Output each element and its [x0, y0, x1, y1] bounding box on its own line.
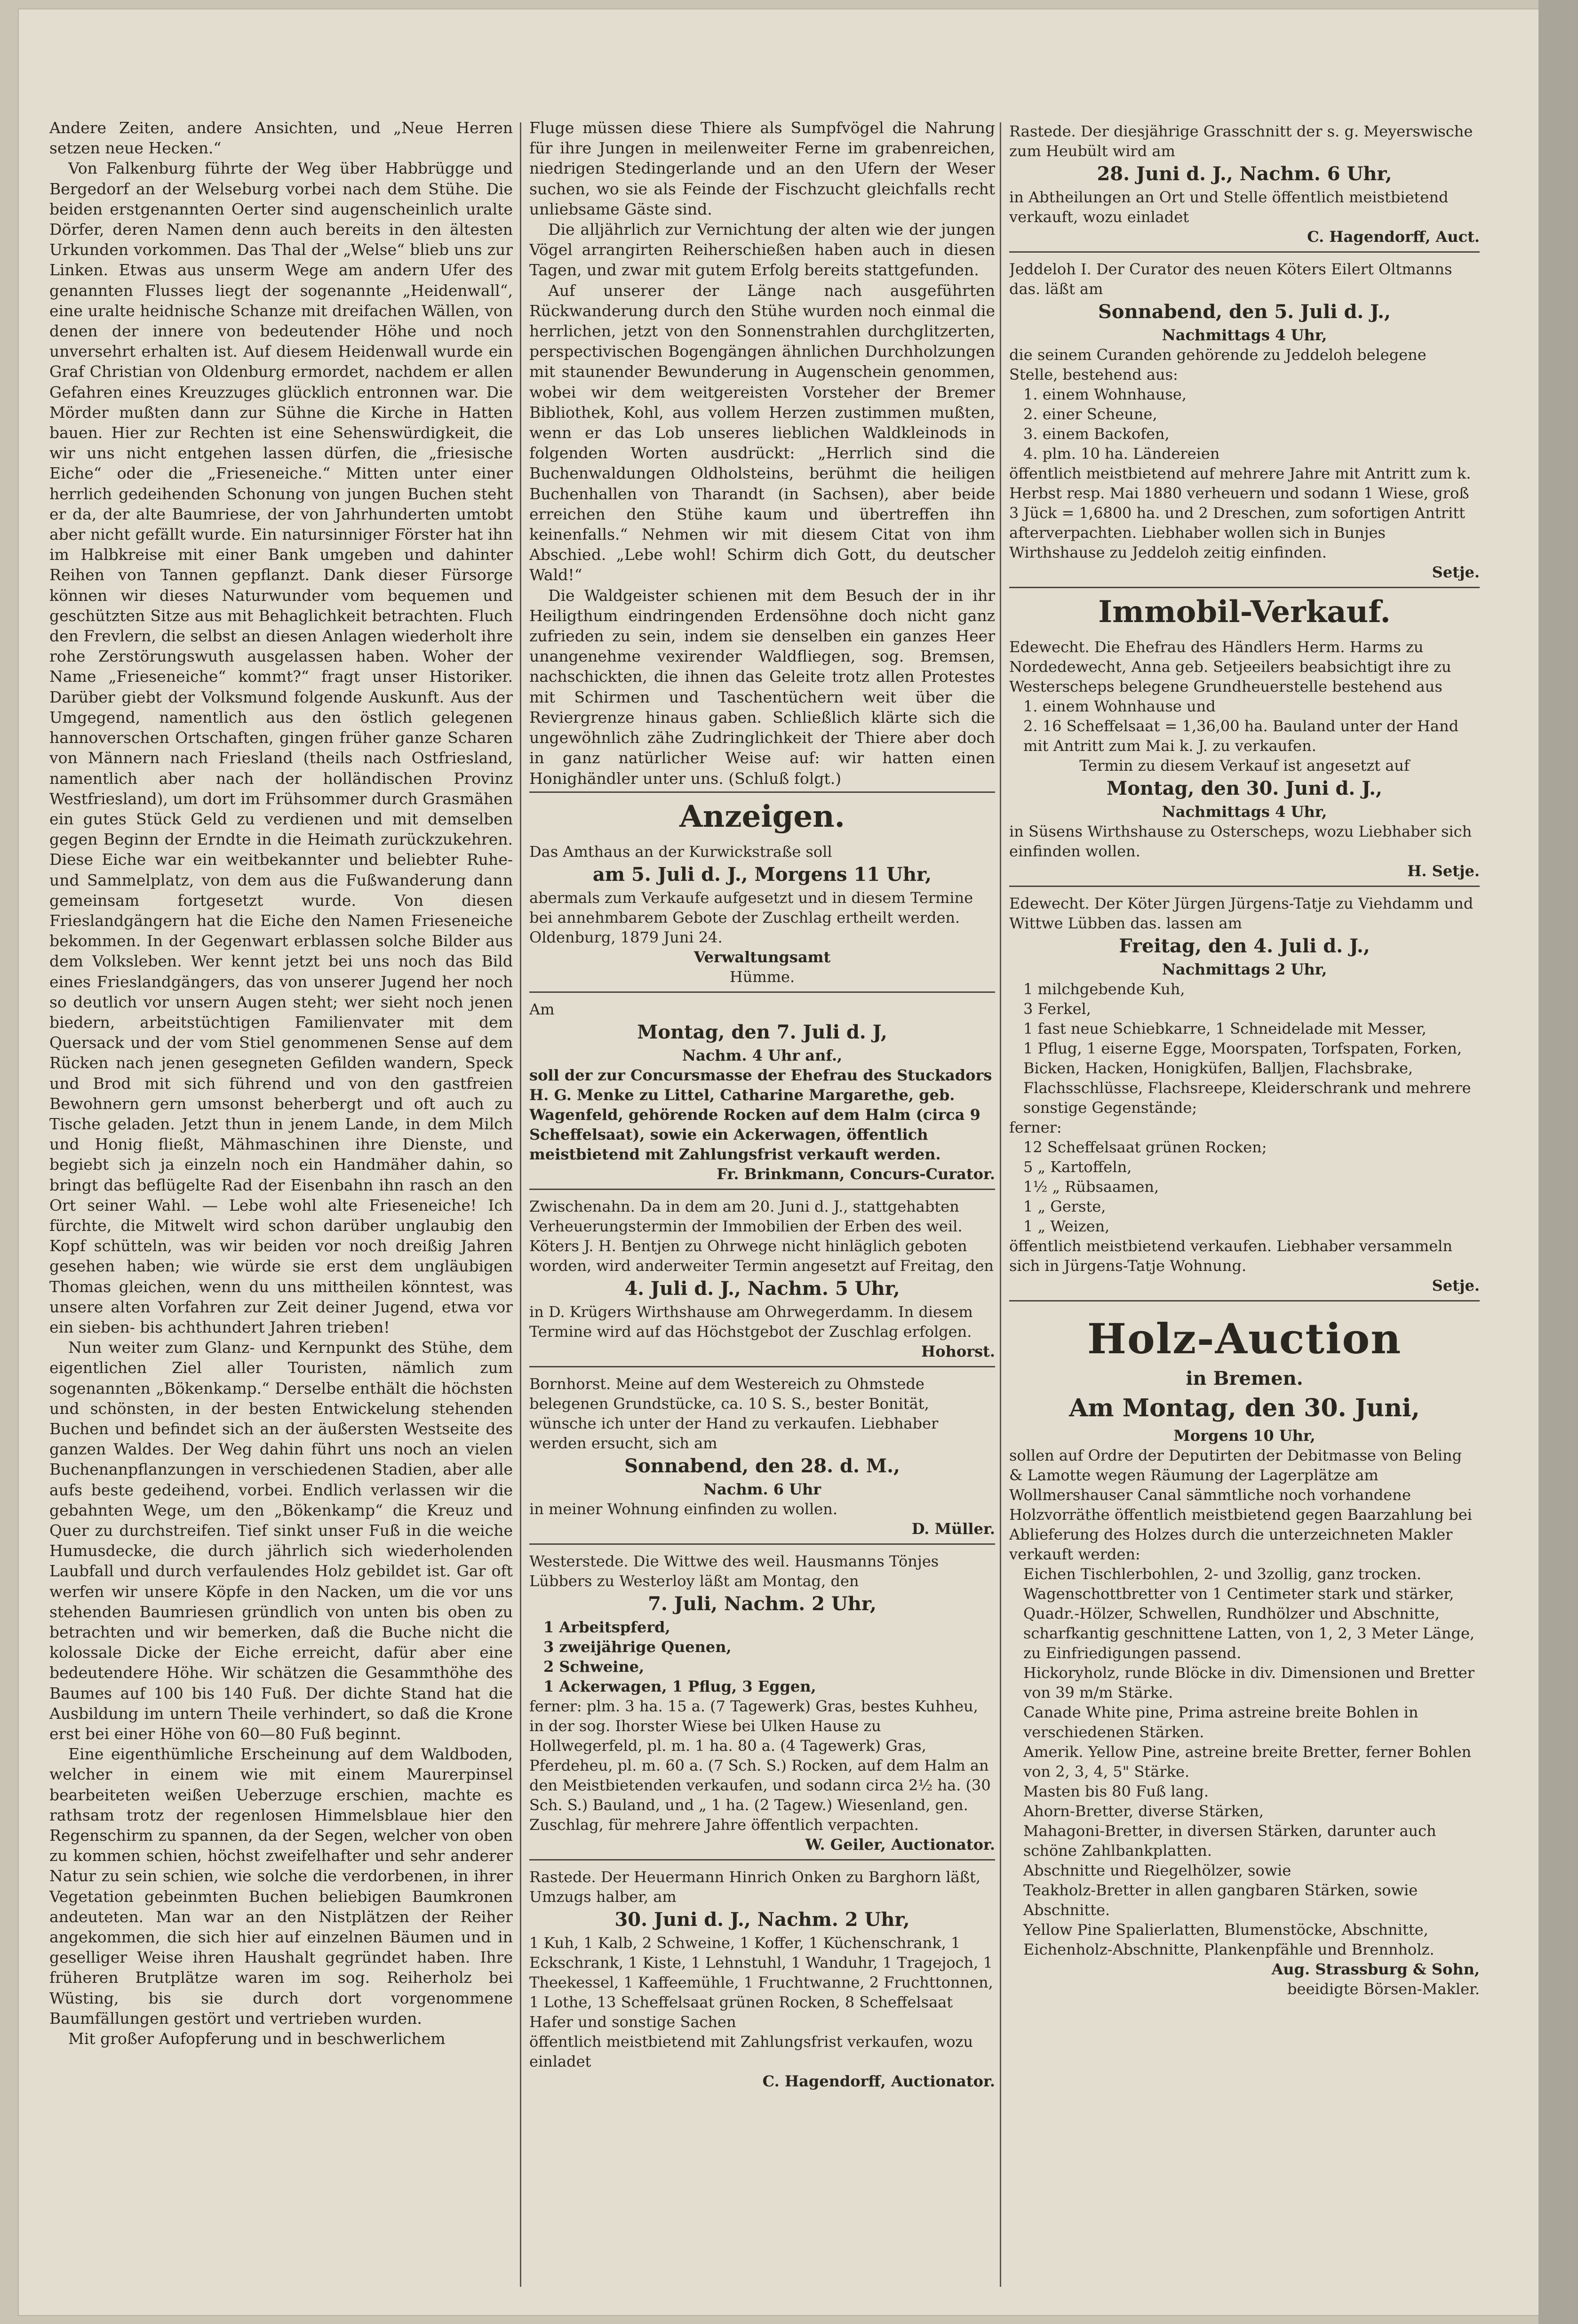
ad-item: 2. einer Scheune, — [1023, 405, 1157, 423]
section-rule — [529, 791, 995, 793]
article-paragraph: Eine eigenthümliche Erscheinung auf dem Waldboden, welcher in einem wie mit einem Maurerpinsel bearbeiteten weißen Ueberzuge erschien, machte es rathsam trotz der regenlosen Himmelsblaue hier den Regenschirm zu spannen, da der Segen, welcher von oben zu kommen schien, höchst zweifelhafter und sehr anderer Natur zu sein schien, wie solche die verdorbenen, in ihrer Vegetation gebeinmten Buchen beliebigen Baumkronen andeuteten. Man war an den Nistplätzen der Reiher angekommen, die sich hier auf einzelnen Bäumen und in geselliger Weise ihren Haushalt gegründet haben. Ihre früheren Brutplätze waren im sog. Reiherholz bei Wüsting, bis sie durch dort vorgenommene Baumfällungen gestört und vertrieben wurden. — [49, 1745, 513, 2028]
ad-text: Rastede. Der Heuermann Hinrich Onken zu Barghorn läßt, Umzugs halber, am — [529, 1868, 981, 1906]
ad-item: 1 „ Weizen, — [1023, 1217, 1110, 1235]
ad-time: Nachmittags 4 Uhr, — [1162, 326, 1327, 344]
ad-rastede-gras — [1009, 118, 1480, 253]
ad-text: soll der zur Concursmasse der Ehefrau des Stuckadors H. G. Menke zu Littel, Catharine Margarethe, geb. Wagenfeld, gehörende Rocken auf dem Halm (circa 9 Scheffelsaat), sowie ein Ackerwagen, öffentlich meistbietend mit Zahlungsfrist verkauft werden. — [529, 1066, 992, 1163]
ad-text: abermals zum Verkaufe aufgesetzt und in diesem Termine bei annehmbarem Gebote der Zuschlag ertheilt werden. — [529, 888, 973, 926]
ad-item: 1 Arbeitspferd, — [543, 1618, 670, 1636]
ad-date: 30. Juni d. J., Nachm. 2 Uhr, — [614, 1908, 910, 1931]
ad-signature: Hümme. — [729, 967, 795, 986]
ad-item: Quadr.-Hölzer, Schwellen, Rundhölzer und Abschnitte, — [1023, 1605, 1440, 1622]
ad-time: Nachmittags 2 Uhr, — [1162, 960, 1327, 978]
article-paragraph: Nun weiter zum Glanz- und Kernpunkt des Stühe, dem eigentlichen Ziel aller Touristen, nämlich zum sogenannten „Bökenkamp.“ Derselbe enthält die höchsten und schönsten, in der besten Entwickelung stehenden Buchen und befindet sich an der äußersten Westseite des ganzen Waldes. Der Weg dahin führt uns noch an vielen Buchenanpflanzungen in verschiedenen Stadien, aber alle aufs beste gedeihend, vorbei. Endlich verlassen wir die gebahnten Wege, um den „Bökenkamp“ die Kreuz und Quer zu durchstreifen. Tief sinkt unser Fuß in die weiche Humusdecke, die durch jährlich sich wiederholenden Laubfall und durch verfaulendes Holz gebildet ist. Gar oft werfen wir unsere Köpfe in den Nacken, um die vor uns stehenden Baumriesen gründlich von unten bis oben zu betrachten und wir bemerken, daß die Buche nicht die kolossale Dicke der Eiche erreicht, dafür aber eine bedeutendere Höhe. Wir schätzen die Gesammthöhe des Baumes auf 100 bis 140 Fuß. Der dichte Stand hat die Ausbildung im untern Theile verhindert, so daß die Krone erst bei einer Höhe von 60—80 Fuß beginnt. — [49, 1338, 513, 1743]
ad-item: Amerik. Yellow Pine, astreine breite Bretter, ferner Bohlen von 2, 3, 4, 5" Stärke. — [1023, 1743, 1472, 1781]
ad-text: die seinem Curanden gehörende zu Jeddeloh belegene Stelle, bestehend aus: — [1009, 346, 1427, 383]
ad-signature-title: beeidigte Börsen-Makler. — [1287, 1980, 1480, 1998]
holz-subheading: in Bremen. — [1186, 1367, 1303, 1390]
ad-item: Eichen Tischlerbohlen, 2- und 3zollig, ganz trocken. — [1023, 1565, 1422, 1583]
ad-item: 2 Schweine, — [543, 1657, 645, 1676]
ad-amthaus — [529, 838, 995, 993]
newspaper-page — [19, 9, 1538, 2315]
column-article-middle — [529, 118, 995, 2282]
column-divider — [520, 122, 521, 2287]
ad-signature: C. Hagendorff, Auct. — [1307, 228, 1480, 246]
ad-item: 1. einem Wohnhause und — [1023, 697, 1216, 715]
ad-item: 4. plm. 10 ha. Ländereien — [1023, 445, 1220, 463]
ad-item: 1½ „ Rübsaamen, — [1023, 1178, 1159, 1196]
ad-date: Montag, den 30. Juni d. J., — [1107, 777, 1382, 799]
ad-signature: C. Hagendorff, Auctionator. — [762, 2072, 995, 2090]
ad-text: Das Amthaus an der Kurwickstraße soll — [529, 842, 832, 861]
ad-text: Westerstede. Die Wittwe des weil. Hausmanns Tönjes Lübbers zu Westerloy läßt am Montag, den — [529, 1552, 939, 1590]
ad-item: 1 fast neue Schiebkarre, 1 Schneidelade mit Messer, — [1023, 1020, 1427, 1038]
ad-text: Bornhorst. Meine auf dem Westereich zu Ohmstede belegenen Grundstücke, ca. 10 S. S., bester Bonität, wünsche ich unter der Hand zu verkaufen. Liebhaber werden ersucht, sich am — [529, 1374, 939, 1452]
ad-date: Sonnabend, den 5. Juli d. J., — [1098, 301, 1391, 323]
ad-date: 7. Juli, Nachm. 2 Uhr, — [648, 1592, 877, 1615]
ad-date: Am Montag, den 30. Juni, — [1069, 1394, 1420, 1422]
ad-jeddeloh — [1009, 256, 1480, 588]
article-paragraph: Andere Zeiten, andere Ansichten, und „Neue Herren setzen neue Hecken.“ — [49, 119, 513, 158]
ad-text: öffentlich meistbietend mit Zahlungsfrist verkaufen, wozu einladet — [529, 2032, 973, 2070]
ad-place-date: Oldenburg, 1879 Juni 24. — [529, 928, 723, 946]
ad-item: 3. einem Backofen, — [1023, 425, 1170, 443]
ad-item: Wagenschottbretter von 1 Centimeter stark und stärker, — [1023, 1585, 1454, 1603]
ad-date: 28. Juni d. J., Nachm. 6 Uhr, — [1097, 163, 1392, 185]
ad-text: Termin zu diesem Verkauf ist angesetzt auf — [1079, 757, 1410, 775]
ad-item: 1 „ Gerste, — [1023, 1198, 1106, 1215]
ad-text: in Süsens Wirthshause zu Osterscheps, wozu Liebhaber sich einfinden wollen. — [1009, 823, 1472, 860]
ad-signature: W. Geiler, Auctionator. — [805, 1835, 995, 1853]
ad-westerstede — [529, 1548, 995, 1861]
ad-signature: Aug. Strassburg & Sohn, — [1271, 1960, 1480, 1978]
ad-item: Canade White pine, Prima astreine breite Bohlen in verschiedenen Stärken. — [1023, 1703, 1419, 1741]
article-paragraph: Fluge müssen diese Thiere als Sumpfvögel die Nahrung für ihre Jungen in meilenweiter Ferne im grabenreichen, niedrigen Stedingerlande und an den Ufern der Weser suchen, wo sie als Feinde der Fischzucht gleichfalls recht unliebsame Gäste sind. — [529, 119, 995, 218]
article-paragraph: Die Waldgeister schienen mit dem Besuch der in ihr Heiligthum eindringenden Erdensöhne doch nicht ganz zufrieden zu sein, indem sie denselben ein ganzes Heer unangenehme vexirender Waldfliegen, sog. Bremsen, nachschickten, die ihnen das Geleite trotz allen Protestes mit Schirmen und Taschentüchern weit über die Reviergrenze hinaus gaben. Schließlich klärte sich die ungewöhnlich zähe Zudringlichkeit der Thiere aber doch in ganz natürlicher Weise auf: wir hatten einen Honighändler unter uns. (Schluß folgt.) — [529, 586, 995, 788]
immobil-heading: Immobil-Verkauf. — [1098, 594, 1391, 630]
ad-text: in meiner Wohnung einfinden zu wollen. — [529, 1500, 838, 1518]
holz-heading: Holz-Auction — [1087, 1314, 1402, 1363]
ad-text: Jeddeloh I. Der Curator des neuen Köters Eilert Oltmanns das. läßt am — [1009, 260, 1452, 298]
ad-rastede-onken — [529, 1863, 995, 2096]
ad-office: Verwaltungsamt — [693, 948, 831, 966]
ad-text: ferner: plm. 3 ha. 15 a. (7 Tagewerk) Gras, bestes Kuhheu, in der sog. Ihorster Wiese bei Ulken Hause zu Hollwegerfeld, pl. m. 1 ha. 80 a. (4 Tagewerk) Gras, Pferdeheu, pl. m. 60 a. (7 Sch. S.) Rocken, auf dem Halm an den Meistbietenden verkaufen, und sodann circa 2½ ha. (30 Sch. S.) Bauland, und „ 1 ha. (2 Tagew.) Wiesenland, gen. Zuschlag, für mehrere Jahre öffentlich verpachten. — [529, 1697, 991, 1834]
ad-text: Zwischenahn. Da in dem am 20. Juni d. J., stattgehabten Verheuerungstermin der Immobilien der Erben des weil. Köters J. H. Bentjen zu Ohrwege nicht hinläglich geboten worden, wird anderweiter Termin angesetzt auf Freitag, den — [529, 1197, 994, 1275]
ad-date: Freitag, den 4. Juli d. J., — [1119, 935, 1370, 957]
ad-edewecht-harms — [1009, 633, 1480, 887]
ad-item: scharfkantig geschnittene Latten, von 1, 2, 3 Meter Länge, zu Einfriedigungen passend. — [1023, 1624, 1475, 1662]
ad-item: Yellow Pine Spalierlatten, Blumenstöcke, Abschnitte, Eichenholz-Abschnitte, Plankenpfähle und Brennholz. — [1023, 1921, 1435, 1958]
ad-item: 1 Pflug, 1 eiserne Egge, Moorspaten, Torfspaten, Forken, Bicken, Hacken, Honigküfen, Balljen, Flachsbrake, Flachsschlüsse, Flachsreepe, Kleiderschrank und mehrere sonstige Gegenstände; — [1023, 1039, 1471, 1117]
ad-bornhorst — [529, 1370, 995, 1545]
ad-text: sollen auf Ordre der Deputirten der Debitmasse von Beling & Lamotte wegen Räumung der Lagerplätze am Wollmershauser Canal sämmtliche noch vorhandene Holzvorräthe öffentlich meistbietend gegen Baarzahlung bei Ablieferung des Holzes durch die unterzeichneten Makler verkauft werden: — [1009, 1446, 1472, 1563]
ad-item: 3 Ferkel, — [1023, 1000, 1091, 1018]
ad-text: öffentlich meistbietend verkaufen. Liebhaber versammeln sich in Jürgens-Tatje Wohnung. — [1009, 1237, 1452, 1275]
article-paragraph: Die alljährlich zur Vernichtung der alten wie der jungen Vögel arrangirten Reiherschießen haben auch in diesen Tagen, und zwar mit gutem Erfolg bereits stattgefunden. — [529, 220, 995, 280]
ad-text: Am — [529, 1000, 555, 1018]
ad-text: in D. Krügers Wirthshause am Ohrwegerdamm. In diesem Termine wird auf das Höchstgebot der Zuschlag erfolgen. — [529, 1302, 973, 1341]
ad-time: Morgens 10 Uhr, — [1173, 1427, 1315, 1445]
ad-item: Masten bis 80 Fuß lang. — [1023, 1782, 1209, 1800]
ad-text: Edewecht. Die Ehefrau des Händlers Herm. Harms zu Nordedewecht, Anna geb. Setjeeilers beabsichtigt ihre zu Westerscheps belegene Grundheuerstelle bestehend aus — [1009, 638, 1451, 695]
ad-date: 4. Juli d. J., Nachm. 5 Uhr, — [624, 1277, 900, 1300]
ad-item: 3 zweijährige Quenen, — [543, 1637, 732, 1656]
column-ads-right — [1009, 118, 1480, 2282]
ad-time: Nachm. 6 Uhr — [703, 1480, 821, 1498]
column-divider — [1000, 122, 1001, 2287]
ad-item: Ahorn-Bretter, diverse Stärken, — [1023, 1802, 1264, 1820]
page-shadow — [1538, 0, 1578, 2324]
ad-item: Teakholz-Bretter in allen gangbaren Stärken, sowie Abschnitte. — [1023, 1881, 1418, 1919]
ad-text: in Abtheilungen an Ort und Stelle öffentlich meistbietend verkauft, wozu einladet — [1009, 188, 1449, 226]
ad-item: Hickoryholz, runde Blöcke in div. Dimensionen und Bretter von 39 m/m Stärke. — [1023, 1664, 1474, 1701]
article-paragraph: Mit großer Aufopferung und in beschwerlichem — [68, 2029, 446, 2048]
ad-item: 12 Scheffelsaat grünen Rocken; — [1023, 1138, 1267, 1156]
ad-date: am 5. Juli d. J., Morgens 11 Uhr, — [592, 863, 932, 886]
ad-item: 1 milchgebende Kuh, — [1023, 980, 1185, 998]
ad-text: Edewecht. Der Köter Jürgen Jürgens-Tatje zu Viehdamm und Wittwe Lübben das. lassen am — [1009, 894, 1474, 932]
ad-item: 1. einem Wohnhause, — [1023, 385, 1187, 403]
ad-signature: Fr. Brinkmann, Concurs-Curator. — [717, 1165, 995, 1183]
ad-signature: Setje. — [1432, 563, 1480, 581]
ad-date: Montag, den 7. Juli d. J, — [637, 1021, 887, 1043]
ad-item: 1 Ackerwagen, 1 Pflug, 3 Eggen, — [543, 1677, 816, 1695]
ad-text: ferner: — [1009, 1118, 1062, 1136]
ad-concurs — [529, 996, 995, 1190]
ad-signature: D. Müller. — [911, 1519, 995, 1538]
article-paragraph: Auf unserer der Länge nach ausgeführten Rückwanderung durch den Stühe wurden noch einmal die herrlichen, jetzt von den Sonnenstrahlen durchglitzerten, perspectivischen Bogengängen ähnlichen Durchholzungen mit staunender Bewunderung in Augenschein genommen, wobei wir dem weitgereisten Vorsteher der Bremer Bibliothek, Kohl, aus vollem Herzen zustimmen mußten, wenn er das Lob unseres lieblichen Waldkleinods in folgenden Worten ausdrückt: „Herrlich sind die Buchenwaldungen Oldholsteins, berühmt die heiligen Buchenhallen von Tharandt (in Sachsen), aber beide erreichen den Stühe kaum und übertreffen ihn keinenfalls.“ Nehmen wir mit diesem Citat von ihm Abschied. „Lebe wohl! Schirm dich Gott, du deutscher Wald!“ — [529, 281, 995, 584]
ad-item: Mahagoni-Bretter, in diversen Stärken, darunter auch schöne Zahlbankplatten. — [1023, 1822, 1436, 1860]
ad-signature: Hohorst. — [921, 1342, 995, 1360]
ad-text: 1 Kuh, 1 Kalb, 2 Schweine, 1 Koffer, 1 Küchenschrank, 1 Eckschrank, 1 Kiste, 1 Lehnstuhl, 1 Wanduhr, 1 Tragejoch, 1 Theekessel, 1 Kaffeemühle, 1 Fruchtwanne, 2 Fruchttonnen, 1 Lothe, 13 Scheffelsaat grünen Rocken, 8 Scheffelsaat Hafer und sonstige Sachen — [529, 1933, 993, 2031]
ad-edewecht-tatje — [1009, 890, 1480, 1302]
ad-time: Nachmittags 4 Uhr, — [1162, 803, 1327, 821]
ad-signature: H. Setje. — [1407, 862, 1480, 880]
ad-text: Rastede. Der diesjährige Grasschnitt der s. g. Meyerswische zum Heubült wird am — [1009, 122, 1473, 160]
ad-signature: Setje. — [1432, 1277, 1480, 1294]
ad-holz-auction — [1009, 1304, 1480, 2004]
article-paragraph: Von Falkenburg führte der Weg über Habbrügge und Bergedorf an der Welseburg vorbei nach dem Stühe. Die beiden erstgenannten Oerter sind augenscheinlich uralte Dörfer, deren Namen denn auch bereits in den ältesten Urkunden vorkommen. Das Thal der „Welse“ blieb uns zur Linken. Etwas aus unserm Wege am andern Ufer des genannten Flusses liegt der sogenannte „Heidenwall“, eine uralte heidnische Schanze mit dreifachen Wällen, von denen der innere von bedeutender Höhe und noch unversehrt erhalten ist. Auf diesem Heidenwall wurde ein Graf Christian von Oldenburg ermordet, nachdem er allen Gefahren eines Kreuzzuges glücklich entronnen war. Die Mörder mußten dann zur Sühne die Kirche in Hatten bauen. Hier zur Rechten ist eine Sehenswürdigkeit, die wir uns nicht entgehen lassen dürfen, die „friesische Eiche“ oder die „Frieseneiche.“ Mitten unter einer herrlich gedeihenden Schonung von jungen Buchen steht er da, der alte Baumriese, der von Jahrhunderten umtobt aber nicht gefällt wurde. Ein natursinniger Förster hat ihn im Halbkreise mit einer Bank umgeben und dahinter Reihen von Tannen gepflanzt. Dank dieser Fürsorge können wir dieses Naturwunder vom bequemen und geschützten Sitze aus mit Behaglichkeit betrachten. Fluch den Frevlern, die selbst an diesen Anlagen wiederholt ihre rohe Zerstörungswuth ausgelassen haben. Woher der Name „Frieseneiche“ kommt?“ fragt unser Historiker. Darüber giebt der Volksmund folgende Auskunft. Aus der Umgegend, namentlich aus den östlich gelegenen hannoverschen Ortschaften, gingen früher ganze Scharen von Männern nach Friesland (theils nach Ostfriesland, namentlich aber nach der holländischen Provinz Westfriesland), um dort im Frühsommer durch Grasmähen ein gutes Stück Geld zu verdienen und mit demselben gegen Beginn der Erndte in die Heimath zurückzukehren. Diese Eiche war ein weitbekannter und beliebter Ruhe- und Sammelplatz, von dem aus die Fußwanderung dann gemeinsam fortgesetzt wurde. Von diesen Frieslandgängern hat die Eiche den Namen Frieseneiche bekommen. In der Gegenwart erblassen solche Bilder aus dem Volksleben. Wer kennt jetzt bei uns noch das Bild eines Frieslandgängers, das von unserer Jugend her noch so deutlich vor unsern Augen steht; wer sieht noch jenen biedern, arbeitstüchtigen Familienvater mit dem Quersack und der vom Stiel genommenen Sense auf dem Rücken nach jenen gesegneten Gefilden wandern, Speck und Brod mit sich führend und von den gastfreien Bewohnern gern umsonst beherbergt und oft auch zu Tische geladen. Jetzt thun in jenem Lande, in dem Milch und Honig fließt, Mähmaschinen ihre Dienste, und begiebt sich ja einzeln noch ein Handmäher dahin, so bringt das beflügelte Rad der Eisenbahn ihn rasch an den Ort seiner Wahl. — Lebe wohl alte Frieseneiche! Ich fürchte, die Mitwelt wird schon darüber unglaubig den Kopf schütteln, was wir beiden vor noch dreißig Jahren gesehen haben; wie würde sie erst dem ungläubigen Thomas gleichen, wenn du uns mittheilen könntest, was unsere alten Vorfahren zur Zeit deiner Jugend, etwa vor ein sieben- bis achthundert Jahren trieben! — [49, 159, 513, 1336]
anzeigen-heading: Anzeigen. — [679, 799, 845, 834]
ad-date: Sonnabend, den 28. d. M., — [624, 1454, 900, 1477]
ad-item: Abschnitte und Riegelhölzer, sowie — [1023, 1861, 1291, 1879]
column-article-left — [49, 118, 513, 2282]
ad-time: Nachm. 4 Uhr anf., — [682, 1046, 843, 1064]
ad-zwischenahn — [529, 1193, 995, 1367]
ad-item: 2. 16 Scheffelsaat = 1,36,00 ha. Bauland unter der Hand mit Antritt zum Mai k. J. zu verkaufen. — [1023, 717, 1459, 755]
ad-text: öffentlich meistbietend auf mehrere Jahre mit Antritt zum k. Herbst resp. Mai 1880 verheuern und sodann 1 Wiese, groß 3 Jück = 1,6800 ha. und 2 Dreschen, zum sofortigen Antritt afterverpachten. Liebhaber wollen sich in Bunjes Wirthshause zu Jeddeloh zeitig einfinden. — [1009, 464, 1471, 561]
ad-item: 5 „ Kartoffeln, — [1023, 1158, 1132, 1176]
